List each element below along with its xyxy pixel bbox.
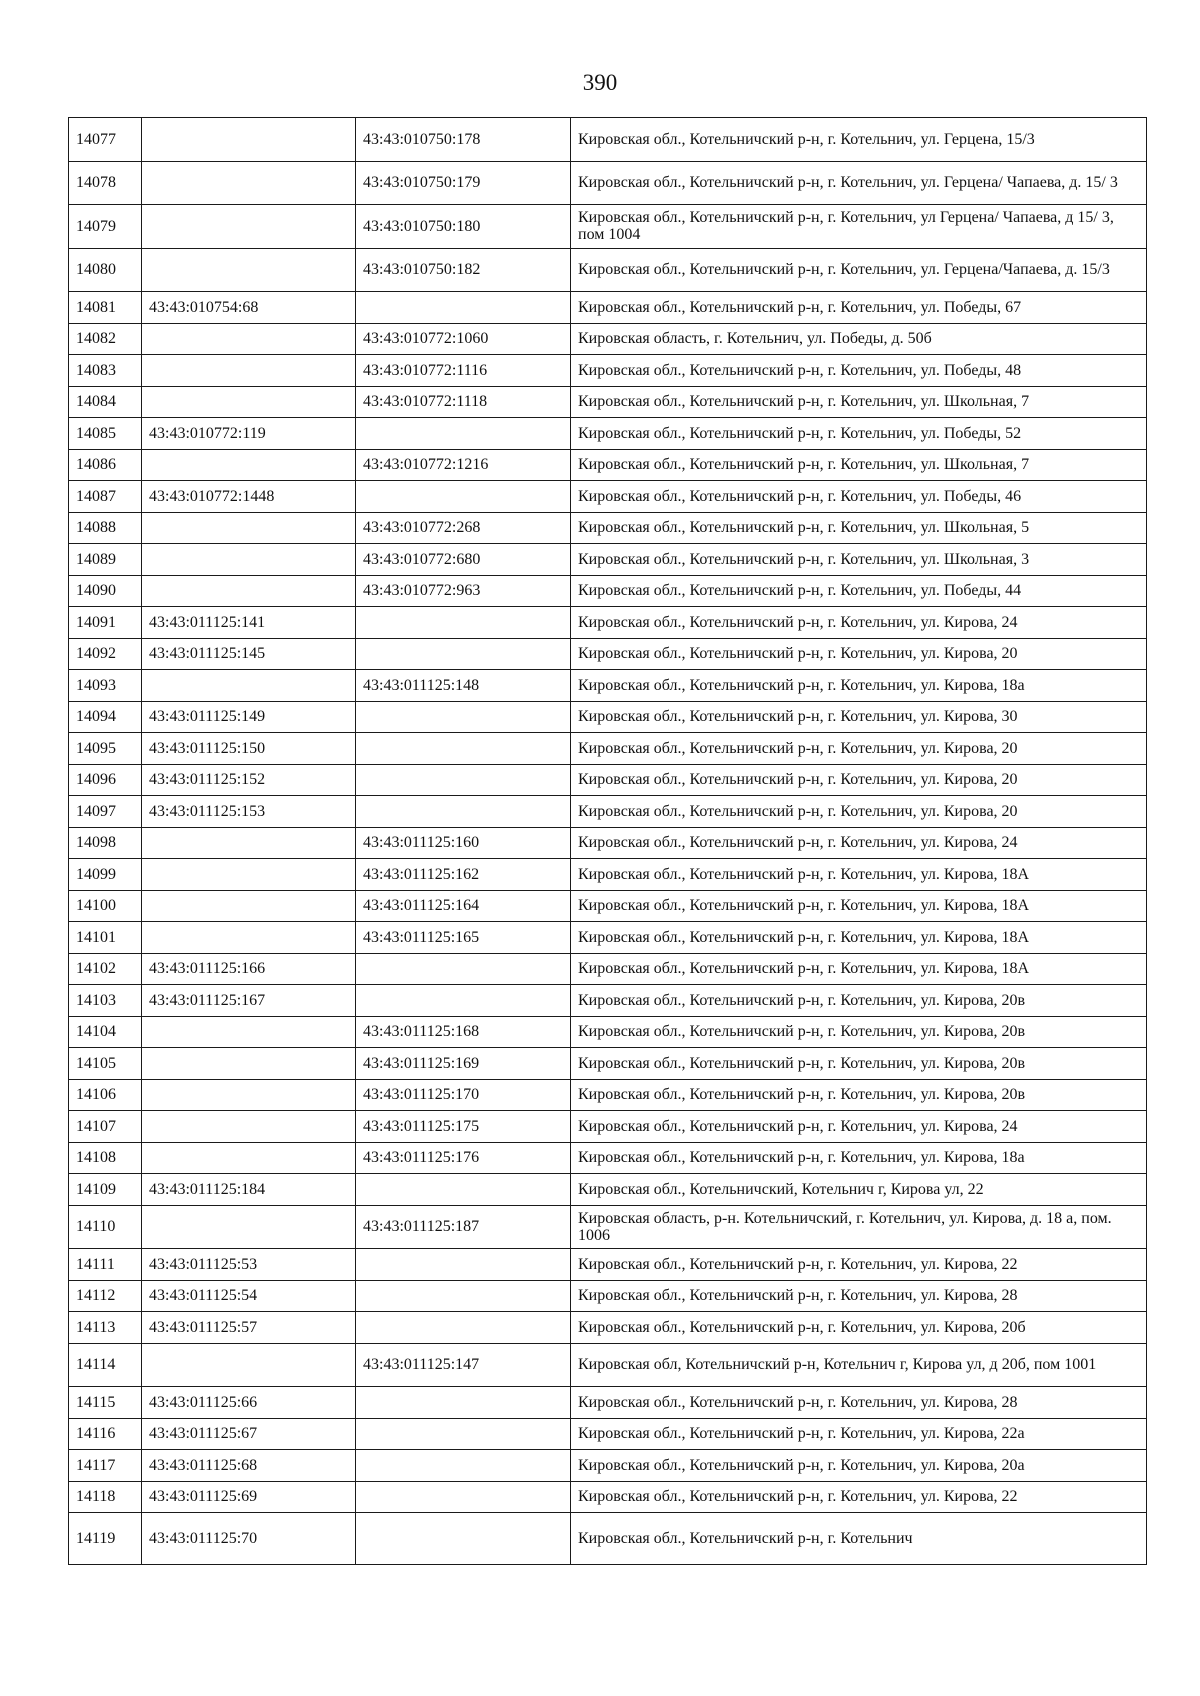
address-cell: Кировская обл., Котельничский р-н, г. Котельнич, ул. Кирова, 28	[571, 1280, 1147, 1312]
row-number-cell: 14086	[69, 449, 142, 481]
cadastral-number-cell: 43:43:011125:153	[142, 796, 356, 828]
cadastral-number-cell	[356, 796, 571, 828]
row-number-cell: 14100	[69, 890, 142, 922]
cadastral-number-cell: 43:43:011125:53	[142, 1249, 356, 1281]
cadastral-number-cell: 43:43:011125:152	[142, 764, 356, 796]
table-row	[69, 1205, 1147, 1249]
row-number-cell: 14083	[69, 355, 142, 387]
row-number-cell: 14096	[69, 764, 142, 796]
address-cell: Кировская обл., Котельничский р-н, г. Котельнич, ул. Кирова, 20в	[571, 985, 1147, 1017]
cadastral-number-cell	[356, 481, 571, 513]
cadastral-number-cell: 43:43:010754:68	[142, 292, 356, 324]
row-number-cell: 14091	[69, 607, 142, 639]
table-row	[69, 985, 1147, 1017]
address-cell: Кировская обл., Котельничский р-н, г. Котельнич, ул. Победы, 46	[571, 481, 1147, 513]
row-number-cell: 14104	[69, 1016, 142, 1048]
table-row	[69, 1418, 1147, 1450]
table-row	[69, 575, 1147, 607]
cadastral-number-cell: 43:43:011125:148	[356, 670, 571, 702]
row-number-cell: 14079	[69, 205, 142, 249]
address-cell: Кировская обл., Котельничский р-н, г. Котельнич, ул. Школьная, 5	[571, 512, 1147, 544]
cadastral-number-cell	[142, 1343, 356, 1387]
cadastral-number-cell: 43:43:011125:176	[356, 1142, 571, 1174]
address-cell: Кировская обл., Котельничский р-н, г. Котельнич, ул. Кирова, 24	[571, 607, 1147, 639]
cadastral-number-cell	[142, 575, 356, 607]
row-number-cell: 14107	[69, 1111, 142, 1143]
row-number-cell: 14090	[69, 575, 142, 607]
address-cell: Кировская обл., Котельничский р-н, г. Котельнич, ул. Кирова, 22а	[571, 1418, 1147, 1450]
row-number-cell: 14080	[69, 248, 142, 292]
address-cell: Кировская обл., Котельничский р-н, г. Котельнич, ул. Кирова, 20в	[571, 1016, 1147, 1048]
table-row	[69, 512, 1147, 544]
cadastral-number-cell	[142, 1016, 356, 1048]
address-cell: Кировская обл., Котельничский р-н, г. Котельнич, ул. Кирова, 28	[571, 1387, 1147, 1419]
cadastral-number-cell	[356, 1312, 571, 1344]
address-cell: Кировская обл., Котельничский р-н, г. Котельнич, ул. Школьная, 3	[571, 544, 1147, 576]
cadastral-number-cell: 43:43:010772:1060	[356, 323, 571, 355]
row-number-cell: 14111	[69, 1249, 142, 1281]
address-cell: Кировская обл., Котельничский р-н, г. Котельнич, ул. Кирова, 18А	[571, 890, 1147, 922]
row-number-cell: 14084	[69, 386, 142, 418]
table-row	[69, 386, 1147, 418]
cadastral-number-cell	[356, 1481, 571, 1513]
cadastral-number-cell	[356, 764, 571, 796]
table-row	[69, 1174, 1147, 1206]
address-cell: Кировская обл., Котельничский р-н, г. Котельнич, ул. Победы, 44	[571, 575, 1147, 607]
row-number-cell: 14081	[69, 292, 142, 324]
address-cell: Кировская обл., Котельничский р-н, г. Котельнич, ул. Кирова, 20а	[571, 1450, 1147, 1482]
address-cell: Кировская обл., Котельничский р-н, г. Котельнич, ул. Кирова, 22	[571, 1481, 1147, 1513]
table-row	[69, 118, 1147, 162]
cadastral-number-cell: 43:43:011125:165	[356, 922, 571, 954]
table-row	[69, 733, 1147, 765]
address-cell: Кировская обл., Котельничский р-н, г. Котельнич, ул. Школьная, 7	[571, 449, 1147, 481]
address-cell: Кировская обл., Котельничский р-н, г. Котельнич, ул. Кирова, 20	[571, 638, 1147, 670]
table-row	[69, 418, 1147, 450]
cadastral-number-cell	[142, 512, 356, 544]
cadastral-number-cell	[356, 733, 571, 765]
row-number-cell: 14099	[69, 859, 142, 891]
row-number-cell: 14078	[69, 161, 142, 205]
address-cell: Кировская обл., Котельничский р-н, г. Котельнич, ул. Кирова, 18А	[571, 953, 1147, 985]
address-cell: Кировская обл., Котельничский р-н, г. Котельнич, ул. Победы, 48	[571, 355, 1147, 387]
table-row	[69, 1249, 1147, 1281]
table-row	[69, 607, 1147, 639]
cadastral-number-cell	[356, 1418, 571, 1450]
cadastral-number-cell	[142, 1111, 356, 1143]
row-number-cell: 14095	[69, 733, 142, 765]
cadastral-number-cell	[356, 1280, 571, 1312]
address-cell: Кировская обл., Котельничский р-н, г. Котельнич, ул. Кирова, 30	[571, 701, 1147, 733]
address-cell: Кировская обл., Котельничский р-н, г. Котельнич, ул. Победы, 52	[571, 418, 1147, 450]
table-row	[69, 670, 1147, 702]
address-cell: Кировская обл., Котельничский р-н, г. Котельнич, ул Герцена/ Чапаева, д 15/ 3, пом 1004	[571, 205, 1147, 249]
table-row	[69, 859, 1147, 891]
cadastral-number-cell	[142, 890, 356, 922]
table-row	[69, 1079, 1147, 1111]
cadastral-number-cell	[356, 1450, 571, 1482]
row-number-cell: 14105	[69, 1048, 142, 1080]
table-row	[69, 1387, 1147, 1419]
cadastral-number-cell	[356, 1387, 571, 1419]
table-row	[69, 701, 1147, 733]
cadastral-number-cell: 43:43:011125:175	[356, 1111, 571, 1143]
row-number-cell: 14085	[69, 418, 142, 450]
cadastral-number-cell: 43:43:011125:141	[142, 607, 356, 639]
cadastral-number-cell: 43:43:010772:1118	[356, 386, 571, 418]
cadastral-number-cell: 43:43:011125:66	[142, 1387, 356, 1419]
cadastral-number-cell: 43:43:011125:54	[142, 1280, 356, 1312]
cadastral-number-cell: 43:43:010772:680	[356, 544, 571, 576]
cadastral-number-cell	[142, 1048, 356, 1080]
cadastral-number-cell: 43:43:010772:268	[356, 512, 571, 544]
row-number-cell: 14117	[69, 1450, 142, 1482]
row-number-cell: 14092	[69, 638, 142, 670]
cadastral-number-cell: 43:43:010772:119	[142, 418, 356, 450]
address-cell: Кировская обл., Котельничский р-н, г. Котельнич	[571, 1513, 1147, 1565]
table-row	[69, 1343, 1147, 1387]
cadastral-number-cell: 43:43:010750:182	[356, 248, 571, 292]
cadastral-number-cell	[142, 827, 356, 859]
address-cell: Кировская обл., Котельничский р-н, г. Котельнич, ул. Герцена, 15/3	[571, 118, 1147, 162]
cadastral-number-cell: 43:43:011125:166	[142, 953, 356, 985]
cadastral-number-cell	[356, 638, 571, 670]
address-cell: Кировская обл., Котельничский р-н, г. Котельнич, ул. Кирова, 20	[571, 733, 1147, 765]
address-cell: Кировская обл., Котельничский р-н, г. Котельнич, ул. Кирова, 24	[571, 1111, 1147, 1143]
address-cell: Кировская обл., Котельничский, Котельнич г, Кирова ул, 22	[571, 1174, 1147, 1206]
cadastral-number-cell	[142, 118, 356, 162]
cadastral-number-cell	[142, 544, 356, 576]
cadastral-number-cell: 43:43:011125:70	[142, 1513, 356, 1565]
address-cell: Кировская обл., Котельничский р-н, г. Котельнич, ул. Кирова, 18А	[571, 859, 1147, 891]
cadastral-number-cell: 43:43:011125:167	[142, 985, 356, 1017]
cadastral-number-cell	[142, 449, 356, 481]
table-row	[69, 292, 1147, 324]
cadastral-number-cell	[356, 1249, 571, 1281]
table-row	[69, 544, 1147, 576]
table-row	[69, 1280, 1147, 1312]
cadastral-number-cell: 43:43:010750:178	[356, 118, 571, 162]
table-row	[69, 1513, 1147, 1565]
table-row	[69, 449, 1147, 481]
address-cell: Кировская обл., Котельничский р-н, г. Котельнич, ул. Кирова, 20в	[571, 1048, 1147, 1080]
cadastral-number-cell	[142, 161, 356, 205]
cadastral-number-cell: 43:43:011125:69	[142, 1481, 356, 1513]
row-number-cell: 14097	[69, 796, 142, 828]
row-number-cell: 14103	[69, 985, 142, 1017]
table-row	[69, 953, 1147, 985]
cadastral-number-cell	[356, 953, 571, 985]
row-number-cell: 14087	[69, 481, 142, 513]
cadastral-number-cell: 43:43:011125:145	[142, 638, 356, 670]
cadastral-number-cell: 43:43:010772:963	[356, 575, 571, 607]
address-cell: Кировская обл., Котельничский р-н, г. Котельнич, ул. Кирова, 20в	[571, 1079, 1147, 1111]
table-row	[69, 764, 1147, 796]
address-cell: Кировская обл., Котельничский р-н, г. Котельнич, ул. Школьная, 7	[571, 386, 1147, 418]
cadastral-number-cell: 43:43:011125:169	[356, 1048, 571, 1080]
cadastral-number-cell: 43:43:010750:180	[356, 205, 571, 249]
row-number-cell: 14110	[69, 1205, 142, 1249]
table-row	[69, 355, 1147, 387]
table-row	[69, 205, 1147, 249]
cadastral-number-cell	[356, 1174, 571, 1206]
table-row	[69, 796, 1147, 828]
table-row	[69, 248, 1147, 292]
page-number: 390	[582, 70, 618, 95]
cadastral-number-cell: 43:43:011125:187	[356, 1205, 571, 1249]
row-number-cell: 14101	[69, 922, 142, 954]
address-cell: Кировская обл., Котельничский р-н, г. Котельнич, ул. Кирова, 18а	[571, 1142, 1147, 1174]
table-row	[69, 827, 1147, 859]
table-row	[69, 638, 1147, 670]
row-number-cell: 14106	[69, 1079, 142, 1111]
cadastral-number-cell: 43:43:011125:150	[142, 733, 356, 765]
address-cell: Кировская обл., Котельничский р-н, г. Котельнич, ул. Кирова, 20	[571, 764, 1147, 796]
row-number-cell: 14108	[69, 1142, 142, 1174]
address-cell: Кировская обл., Котельничский р-н, г. Котельнич, ул. Победы, 67	[571, 292, 1147, 324]
row-number-cell: 14118	[69, 1481, 142, 1513]
row-number-cell: 14119	[69, 1513, 142, 1565]
cadastral-number-cell: 43:43:011125:57	[142, 1312, 356, 1344]
cadastral-number-cell	[142, 922, 356, 954]
cadastral-number-cell: 43:43:011125:160	[356, 827, 571, 859]
cadastral-number-cell	[142, 859, 356, 891]
row-number-cell: 14077	[69, 118, 142, 162]
cadastral-number-cell: 43:43:011125:164	[356, 890, 571, 922]
address-cell: Кировская обл., Котельничский р-н, г. Котельнич, ул. Герцена/ Чапаева, д. 15/ 3	[571, 161, 1147, 205]
address-cell: Кировская обл., Котельничский р-н, г. Котельнич, ул. Кирова, 18А	[571, 922, 1147, 954]
cadastral-number-cell: 43:43:011125:184	[142, 1174, 356, 1206]
cadastral-number-cell: 43:43:010772:1216	[356, 449, 571, 481]
cadastral-number-cell: 43:43:011125:147	[356, 1343, 571, 1387]
cadastral-number-cell: 43:43:011125:162	[356, 859, 571, 891]
cadastral-number-cell: 43:43:011125:170	[356, 1079, 571, 1111]
registry-table-body	[69, 118, 1147, 1565]
table-row	[69, 481, 1147, 513]
address-cell: Кировская область, р-н. Котельничский, г. Котельнич, ул. Кирова, д. 18 а, пом. 1006	[571, 1205, 1147, 1249]
row-number-cell: 14102	[69, 953, 142, 985]
row-number-cell: 14088	[69, 512, 142, 544]
cadastral-number-cell: 43:43:011125:149	[142, 701, 356, 733]
cadastral-number-cell	[142, 355, 356, 387]
address-cell: Кировская обл., Котельничский р-н, г. Котельнич, ул. Герцена/Чапаева, д. 15/3	[571, 248, 1147, 292]
cadastral-number-cell: 43:43:011125:168	[356, 1016, 571, 1048]
row-number-cell: 14112	[69, 1280, 142, 1312]
cadastral-number-cell: 43:43:010772:1116	[356, 355, 571, 387]
cadastral-number-cell	[142, 386, 356, 418]
row-number-cell: 14113	[69, 1312, 142, 1344]
table-row	[69, 1481, 1147, 1513]
table-row	[69, 1142, 1147, 1174]
cadastral-number-cell: 43:43:011125:67	[142, 1418, 356, 1450]
table-row	[69, 1048, 1147, 1080]
row-number-cell: 14116	[69, 1418, 142, 1450]
table-row	[69, 1312, 1147, 1344]
cadastral-number-cell	[142, 205, 356, 249]
row-number-cell: 14082	[69, 323, 142, 355]
address-cell: Кировская обл., Котельничский р-н, г. Котельнич, ул. Кирова, 18а	[571, 670, 1147, 702]
cadastral-number-cell	[356, 701, 571, 733]
cadastral-number-cell	[356, 418, 571, 450]
table-row	[69, 1111, 1147, 1143]
address-cell: Кировская обл., Котельничский р-н, г. Котельнич, ул. Кирова, 24	[571, 827, 1147, 859]
address-cell: Кировская обл., Котельничский р-н, г. Котельнич, ул. Кирова, 20	[571, 796, 1147, 828]
row-number-cell: 14098	[69, 827, 142, 859]
row-number-cell: 14093	[69, 670, 142, 702]
table-row	[69, 1016, 1147, 1048]
cadastral-number-cell	[142, 1142, 356, 1174]
cadastral-number-cell	[142, 1205, 356, 1249]
row-number-cell: 14094	[69, 701, 142, 733]
row-number-cell: 14114	[69, 1343, 142, 1387]
address-cell: Кировская обл., Котельничский р-н, г. Котельнич, ул. Кирова, 20б	[571, 1312, 1147, 1344]
row-number-cell: 14115	[69, 1387, 142, 1419]
row-number-cell: 14109	[69, 1174, 142, 1206]
address-cell: Кировская обл, Котельничский р-н, Котельнич г, Кирова ул, д 20б, пом 1001	[571, 1343, 1147, 1387]
cadastral-number-cell	[142, 1079, 356, 1111]
table-row	[69, 922, 1147, 954]
row-number-cell: 14089	[69, 544, 142, 576]
table-row	[69, 890, 1147, 922]
registry-table	[68, 117, 1147, 1565]
address-cell: Кировская область, г. Котельнич, ул. Победы, д. 50б	[571, 323, 1147, 355]
cadastral-number-cell	[142, 323, 356, 355]
cadastral-number-cell	[356, 1513, 571, 1565]
cadastral-number-cell: 43:43:010750:179	[356, 161, 571, 205]
cadastral-number-cell	[142, 248, 356, 292]
cadastral-number-cell	[142, 670, 356, 702]
table-row	[69, 1450, 1147, 1482]
cadastral-number-cell: 43:43:011125:68	[142, 1450, 356, 1482]
cadastral-number-cell: 43:43:010772:1448	[142, 481, 356, 513]
table-row	[69, 323, 1147, 355]
cadastral-number-cell	[356, 292, 571, 324]
table-row	[69, 161, 1147, 205]
address-cell: Кировская обл., Котельничский р-н, г. Котельнич, ул. Кирова, 22	[571, 1249, 1147, 1281]
cadastral-number-cell	[356, 985, 571, 1017]
cadastral-number-cell	[356, 607, 571, 639]
